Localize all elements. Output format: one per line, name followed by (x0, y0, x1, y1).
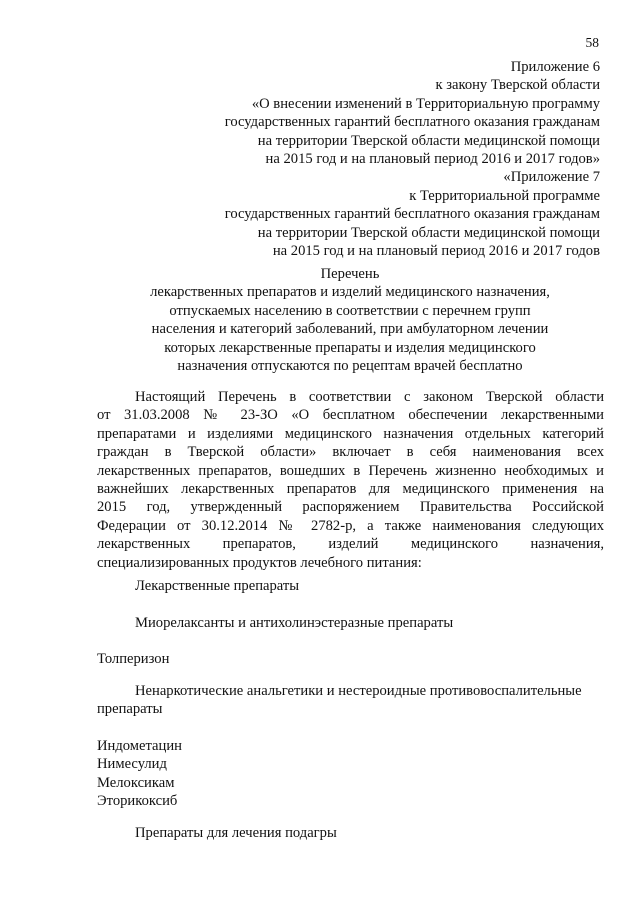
intro-paragraph (97, 388, 604, 572)
drug-item: Нимесулид (97, 756, 167, 773)
appendix-line: «О внесении изменений в Территориальную программу (251, 95, 600, 112)
appendix-line: Приложение 6 (510, 59, 600, 75)
drug-item: Мелоксикам (97, 774, 175, 791)
intro-line: Настоящий Перечень в соответствии с законом Тверской области (135, 389, 604, 405)
appendix-line: «Приложение 7 (503, 169, 600, 186)
appendix-header (40, 58, 600, 260)
drug-list (97, 650, 607, 668)
drug-item: Толперизон (97, 651, 170, 667)
intro-line: специализированных продуктов лечебного питания: (97, 554, 422, 571)
drug-item: Индометацин (97, 738, 182, 754)
title-line: назначения отпускаются по рецептам врачей бесплатно (177, 358, 523, 375)
intro-line: Федерации от 30.12.2014 № 2782-р, а также наименования следующих (97, 517, 604, 534)
appendix-line: государственных гарантий бесплатного оказания гражданам (224, 114, 600, 131)
group-gout: Препараты для лечения подагры (135, 825, 337, 841)
appendix-line: государственных гарантий бесплатного оказания гражданам (224, 206, 600, 223)
appendix-line: к Территориальной программе (409, 187, 600, 204)
group-nsaid: Ненаркотические анальгетики и нестероидные противовоспалительные (135, 683, 582, 699)
intro-line: препаратами и изделиями медицинского назначения отдельных категорий (97, 425, 604, 442)
appendix-line: на территории Тверской области медицинской помощи (257, 132, 600, 149)
drug-item: Эторикоксиб (97, 793, 178, 810)
page-number: 58 (585, 35, 599, 50)
group-heading (97, 824, 607, 842)
document-title (95, 265, 605, 375)
intro-line: граждан в Тверской области» включает в себя наименования всех (97, 444, 604, 461)
title-line: которых лекарственные препараты и изделия медицинского (164, 339, 536, 356)
intro-line: лекарственных препаратов, вошедших в Перечень жизненно необходимых и (97, 462, 604, 479)
group-heading (97, 614, 607, 632)
section-heading (97, 577, 607, 595)
group-muscle-relaxants: Миорелаксанты и антихолинэстеразные препараты (135, 615, 454, 631)
group-heading (97, 682, 607, 719)
intro-line: от 31.03.2008 № 23-ЗО «О бесплатном обеспечении лекарственными (97, 407, 604, 424)
appendix-line: к закону Тверской области (435, 77, 600, 94)
appendix-line: на территории Тверской области медицинской помощи (257, 224, 600, 241)
title-line: Перечень (320, 266, 380, 282)
intro-line: важнейших лекарственных препаратов для медицинского применения на (97, 481, 604, 498)
title-line: лекарственных препаратов и изделий медицинского назначения, (150, 284, 550, 301)
drug-list (97, 737, 607, 811)
section-medicines-heading: Лекарственные препараты (135, 578, 300, 594)
appendix-line: на 2015 год и на плановый период 2016 и 2017 годов» (265, 151, 600, 168)
intro-line: 2015 год, утвержденный распоряжением Правительства Российской (97, 499, 604, 516)
title-line: населения и категорий заболеваний, при амбулаторном лечении (151, 321, 549, 338)
title-line: отпускаемых населению в соответствии с перечнем групп (169, 302, 531, 319)
intro-line: лекарственных препаратов, изделий медицинского назначения, (97, 536, 604, 553)
appendix-line: на 2015 год и на плановый период 2016 и 2017 годов (272, 243, 600, 260)
group-nsaid-continued: препараты (97, 701, 163, 718)
